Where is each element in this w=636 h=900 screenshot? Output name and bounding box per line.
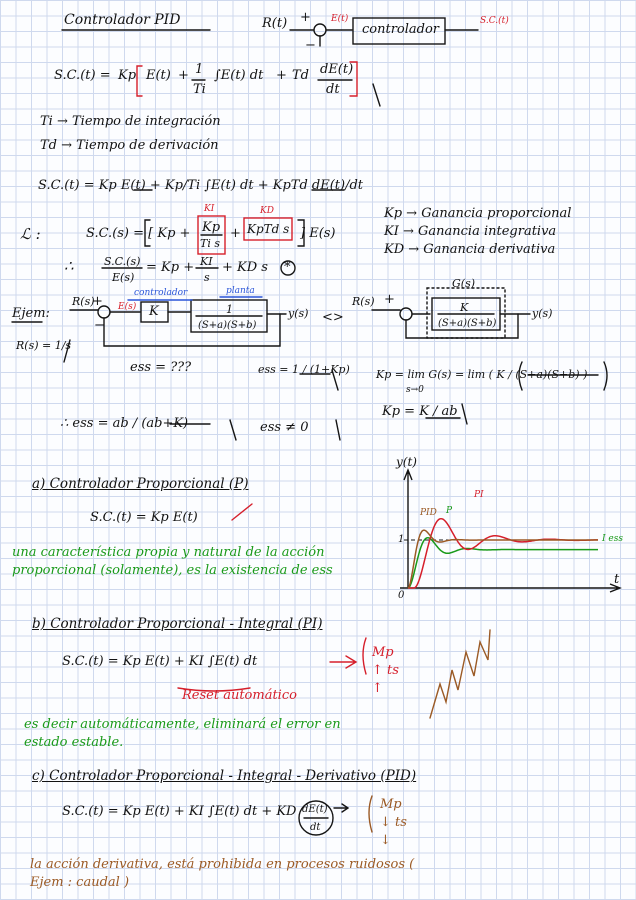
chart-curve-pid	[408, 530, 598, 588]
header-input-label: R(t)	[262, 16, 288, 31]
ex-equiv: <>	[322, 310, 344, 325]
laplace-rhs: ] E(s)	[300, 226, 336, 241]
kp-limit-sub: s→0	[406, 385, 424, 395]
pid-bracket-open	[137, 66, 142, 96]
header-error-label: E(t)	[331, 14, 349, 24]
step-response-chart	[400, 470, 620, 592]
section-c-deriv-num: dE(t)	[302, 804, 328, 815]
ex2-sum-junction	[400, 308, 412, 320]
section-a-equation: S.C.(t) = Kp E(t)	[90, 510, 198, 525]
pid-deriv-den: dt	[326, 82, 340, 97]
sec-b-brace	[363, 638, 366, 674]
transfer-ki-num: KI	[200, 255, 213, 268]
sec-b-scribble	[430, 630, 490, 718]
transfer-circle-marker: *	[284, 260, 291, 275]
chart-origin: 0	[398, 590, 405, 601]
section-b-reset: Reset automático	[182, 688, 297, 703]
chart-curve-p	[408, 538, 598, 588]
section-b-note: es decir automáticamente, eliminará el error en estado estable.	[24, 717, 341, 750]
transfer-ki-den: s	[204, 271, 210, 284]
laplace-kp-ti-den: Ti s	[200, 237, 220, 250]
section-c-equation: S.C.(t) = Kp E(t) + KI ∫E(t) dt + KD	[62, 804, 297, 819]
ess-final: ∴ ess = ab / (ab+K)	[60, 416, 189, 431]
section-a-note: una característica propia y natural de la acción proporcional (solamente), es la existencia de ess	[12, 545, 333, 578]
chart-y-axis	[404, 470, 412, 588]
ex-plant-tag: planta	[226, 286, 255, 296]
pid-deriv-num: dE(t)	[320, 62, 354, 77]
header-sum-junction	[314, 24, 326, 36]
ex-plant-num: 1	[226, 303, 233, 316]
sec-c-arrow	[334, 804, 348, 812]
def-td: Td → Tiempo de derivación	[40, 138, 219, 153]
section-c-heading: c) Controlador Proporcional - Integral - Derivativo (PID)	[32, 768, 417, 784]
ex-plus: +	[92, 294, 103, 309]
transfer-num: S.C.(s)	[104, 255, 141, 268]
ex2-g-label: G(s)	[452, 277, 476, 290]
sec-c-brace	[369, 796, 372, 832]
ex2-g-num: K	[460, 301, 469, 314]
kp-result-check	[462, 404, 467, 424]
ex2-y-out: y(s)	[532, 307, 553, 320]
ex-y-out: y(s)	[288, 307, 309, 320]
pid-td: Td	[292, 68, 309, 83]
chart-legend-p: P	[446, 506, 453, 516]
sec-a-eq-check	[232, 504, 252, 520]
ex-e-label: E(s)	[118, 302, 137, 312]
chart-legend-iess: I ess	[602, 534, 623, 544]
pid-kp: Kp	[118, 68, 137, 83]
laplace-kp-ti-num: Kp	[202, 220, 221, 235]
kp-result: Kp = K / ab	[382, 404, 458, 419]
section-a-heading: a) Controlador Proporcional (P)	[32, 476, 249, 492]
transfer-eq: = Kp +	[146, 260, 195, 275]
laplace-ki-top: KI	[204, 204, 215, 214]
chart-xlabel: t	[614, 572, 620, 587]
pid-et: E(t)	[146, 68, 171, 83]
expanded-equation: S.C.(t) = Kp E(t) + Kp/Ti ∫E(t) dt + KpTd dE(t)/dt	[38, 178, 363, 193]
ex-minus: −	[94, 318, 105, 333]
header-output-label: S.C.(t)	[480, 16, 509, 26]
ex2-r-in: R(s)	[352, 295, 375, 308]
gain-ki: KI → Ganancia integrativa	[384, 224, 557, 239]
kp-limit: Kp = lim G(s) = lim ( K / (S+a)(S+b) )	[376, 368, 588, 381]
ess-nonzero-check	[336, 420, 340, 440]
chart-legend-pid: PID	[420, 508, 437, 518]
chart-x-axis	[400, 584, 620, 592]
ex2-g-den: (S+a)(S+b)	[438, 318, 497, 329]
sec-b-arrow	[330, 656, 356, 668]
kp-limit-paren-r	[604, 362, 607, 390]
page-title: Controlador PID	[64, 12, 181, 28]
laplace-kptd: KpTd s	[247, 222, 290, 236]
section-c-effects: Mp ↓ ts ↓	[380, 797, 407, 848]
example-rs-label: R(s) = 1/s	[16, 339, 72, 352]
pid-integral: ∫E(t) dt	[214, 68, 264, 83]
header-sum-minus: −	[305, 38, 316, 53]
laplace-kd-top: KD	[260, 206, 274, 216]
example-label: Ejem:	[12, 306, 50, 321]
pid-lhs: S.C.(t) =	[54, 68, 111, 83]
header-controller-block: controlador	[362, 22, 440, 37]
transfer-den: E(s)	[112, 271, 135, 284]
chart-ylabel: y(t)	[396, 455, 417, 469]
chart-y-tick: 1	[398, 534, 405, 545]
ex-k-block: K	[149, 304, 159, 319]
pid-plus1: +	[178, 68, 189, 83]
ex-plant-den: (S+a)(S+b)	[198, 320, 257, 331]
ex-controller-tag: controlador	[134, 288, 188, 298]
def-ti: Ti → Tiempo de integración	[40, 114, 221, 129]
chart-legend-pi: PI	[474, 490, 484, 500]
gain-kd: KD → Ganancia derivativa	[384, 242, 556, 257]
laplace-lhs: S.C.(s) = [ Kp +	[86, 226, 191, 241]
section-b-equation: S.C.(t) = Kp E(t) + KI ∫E(t) dt	[62, 654, 258, 669]
ess-nonzero: ess ≠ 0	[260, 420, 309, 435]
section-b-heading: b) Controlador Proporcional - Integral (PI)	[32, 616, 323, 632]
ex2-plus: +	[384, 292, 395, 307]
section-b-effects: Mp ↑ ts ↑	[372, 645, 399, 696]
section-c-deriv-den: dt	[310, 822, 321, 833]
ess-unknown: ess = ???	[130, 360, 192, 375]
pid-frac-den: Ti	[193, 82, 206, 97]
pid-check-mark	[373, 84, 380, 106]
pid-plus2: +	[276, 68, 287, 83]
chart-curve-pi	[408, 519, 598, 588]
section-c-note: la acción derivativa, está prohibida en procesos ruidosos ( Ejem : caudal )	[30, 857, 415, 890]
laplace-symbol: ℒ :	[20, 225, 41, 243]
ex-r-in: R(s)	[72, 295, 95, 308]
pid-frac-num: 1	[195, 62, 204, 77]
header-sum-plus: +	[300, 10, 311, 25]
transfer-kd: + KD s	[222, 260, 268, 275]
transfer-therefore: ∴	[64, 257, 74, 275]
ess-final-check	[230, 420, 236, 440]
gain-kp: Kp → Ganancia proporcional	[384, 206, 572, 221]
ess-formula: ess = 1 / (1+Kp)	[258, 363, 350, 376]
laplace-plus: +	[230, 226, 241, 241]
